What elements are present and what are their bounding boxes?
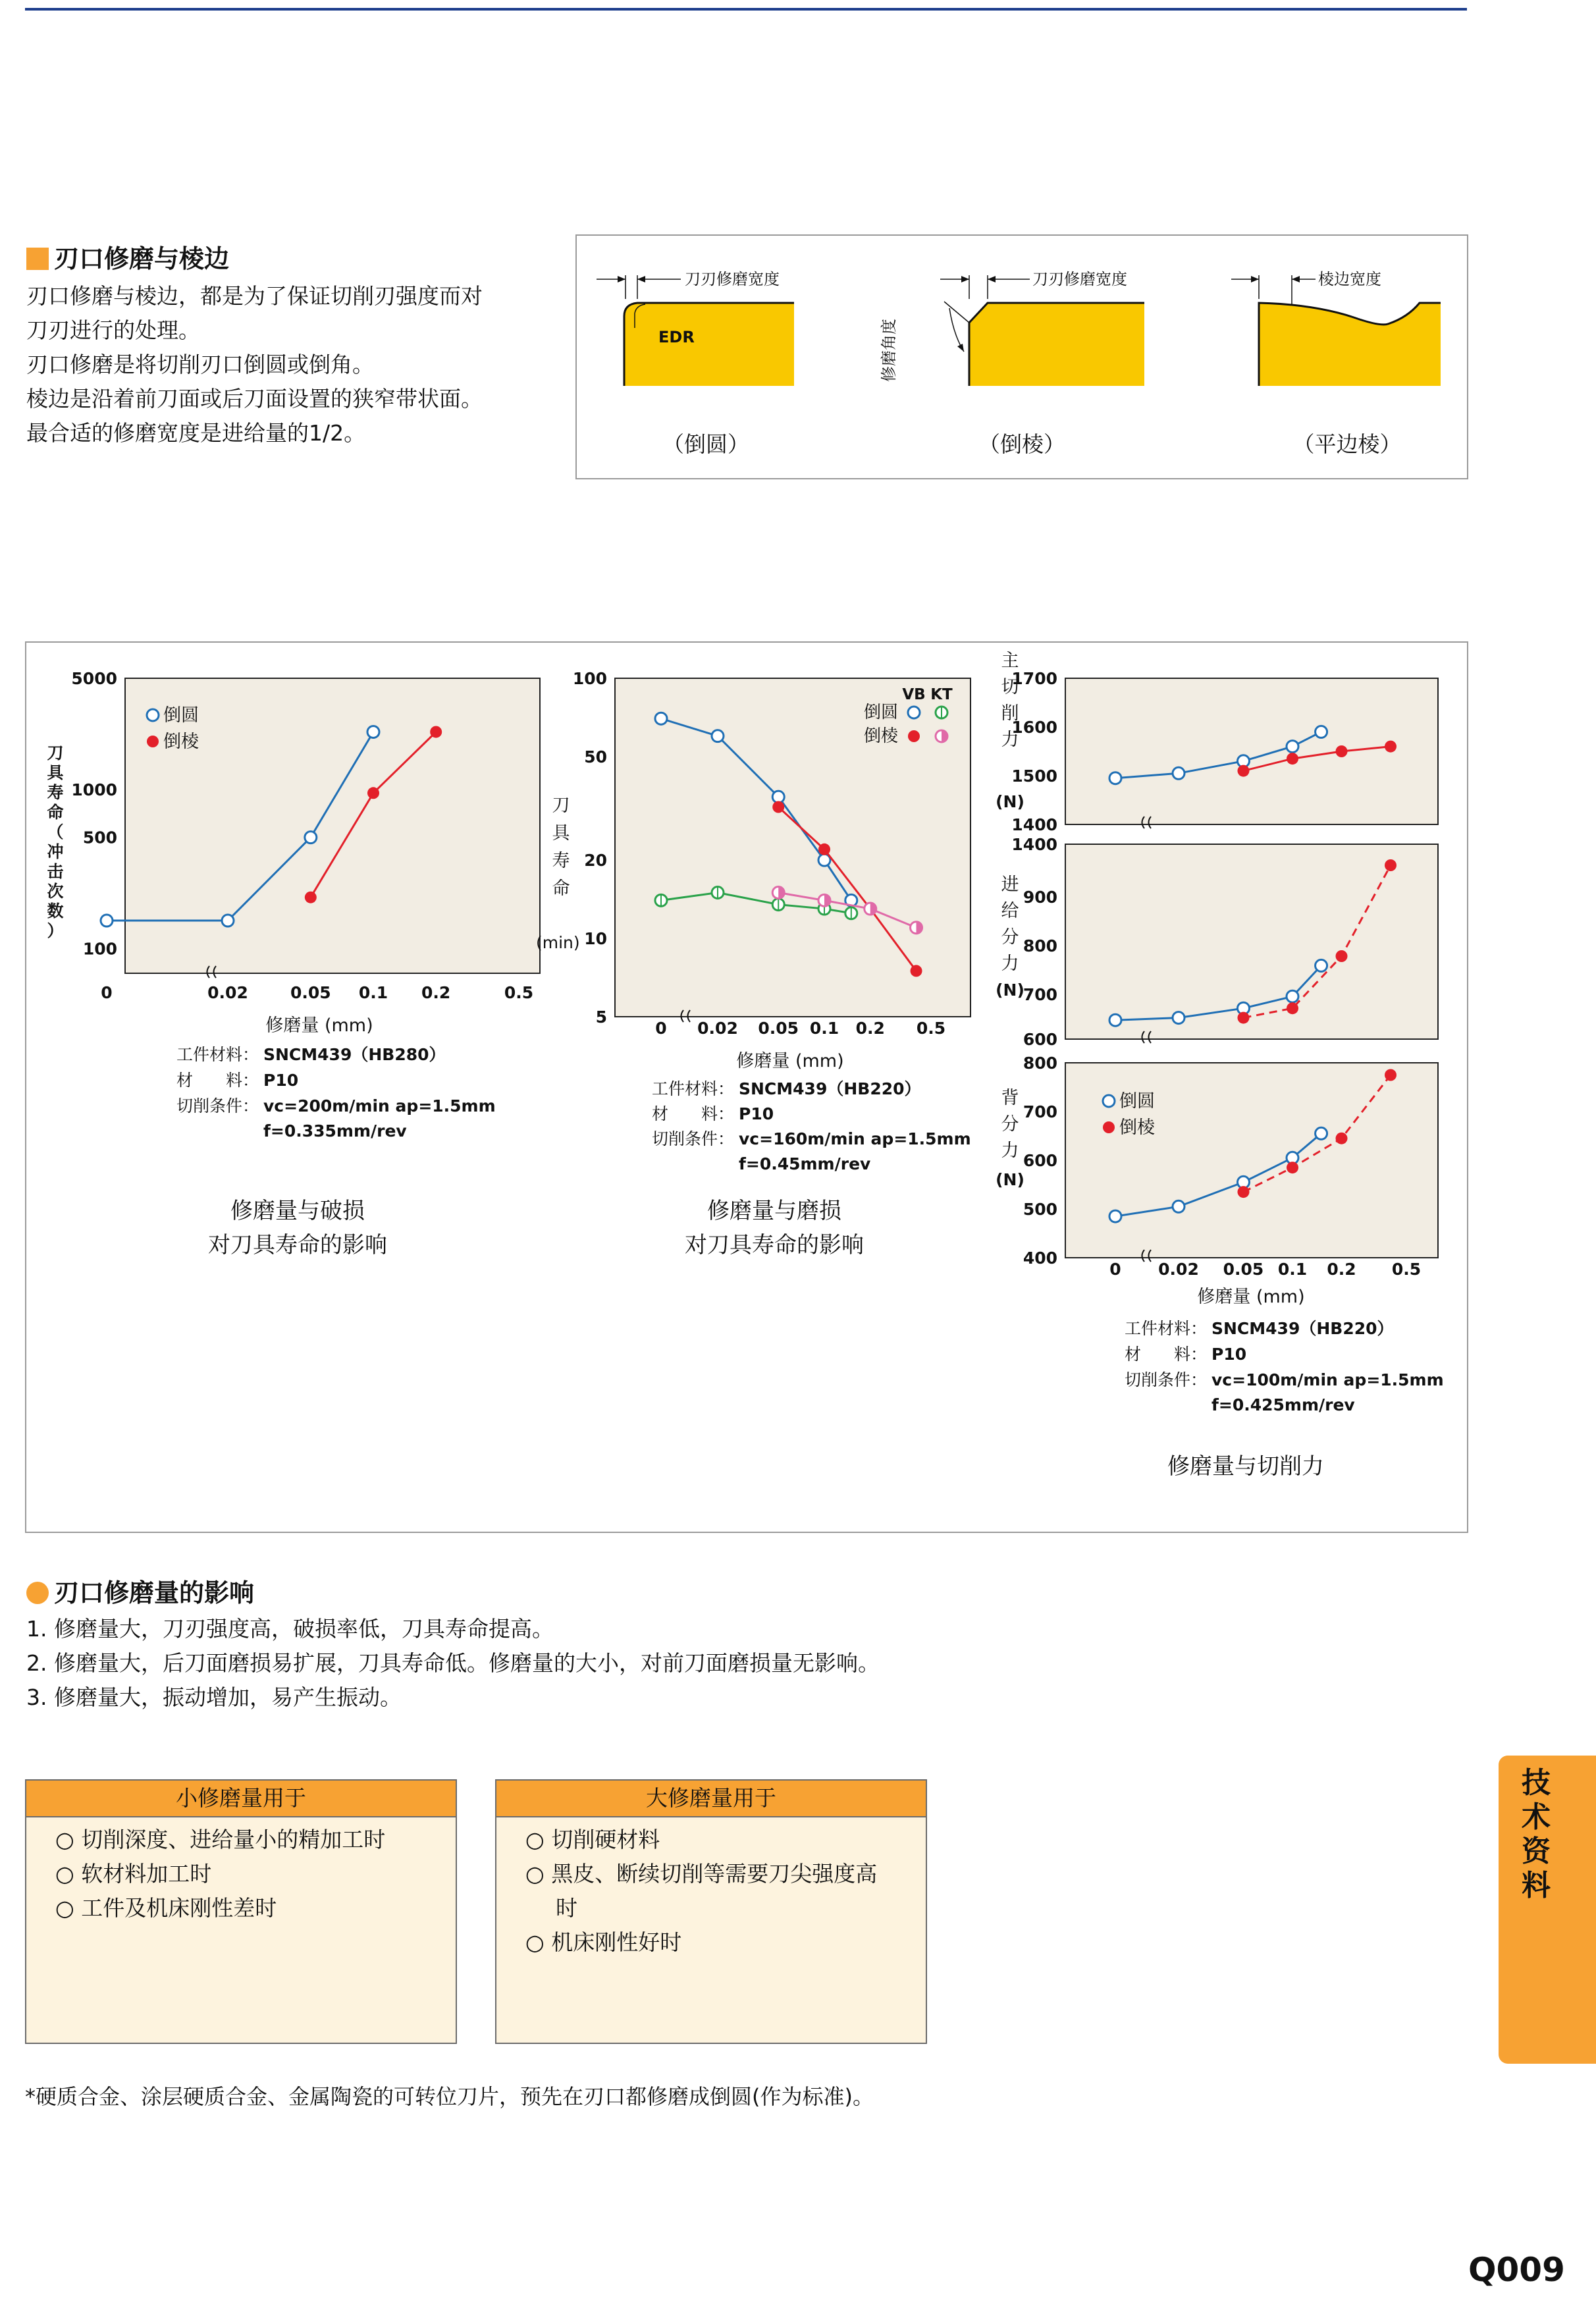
cond-key: 材 料： <box>652 1104 735 1123</box>
data-point <box>712 730 724 742</box>
legend-marker-open <box>1103 1095 1115 1107</box>
x-tick-label: 0.02 <box>207 983 248 1002</box>
chart3-feed-plot <box>1065 844 1438 1039</box>
y-tick-label: 800 <box>1023 936 1057 955</box>
round-caption: （倒圆） <box>662 431 749 457</box>
data-point <box>1173 1200 1184 1212</box>
data-point <box>1237 1012 1249 1024</box>
data-point <box>1173 1012 1184 1024</box>
data-point <box>1287 753 1298 765</box>
vertical-label-char: （ <box>47 822 64 842</box>
data-point <box>1385 741 1396 753</box>
y-tick-label: 600 <box>1023 1151 1057 1170</box>
cond-val: f=0.425mm/rev <box>1211 1395 1355 1414</box>
cond-key: 工件材料： <box>176 1045 259 1064</box>
chart1-legend-round: 倒圆 <box>163 705 199 726</box>
data-point <box>1336 1133 1348 1144</box>
data-point <box>1287 741 1298 753</box>
chart3-caption: 修磨量与切削力 <box>1167 1453 1324 1480</box>
data-point <box>1237 1186 1249 1198</box>
data-point <box>305 832 317 844</box>
vertical-label-char: 寿 <box>552 851 570 871</box>
x-tick-label: 0.2 <box>1327 1260 1356 1279</box>
section-intro <box>26 279 553 450</box>
data-point <box>1385 1069 1396 1081</box>
chart1-caption: 对刀具寿命的影响 <box>208 1232 387 1258</box>
vertical-label-char: 寿 <box>47 783 64 802</box>
x-tick-label: 0 <box>101 983 113 1002</box>
cond-val: P10 <box>739 1104 774 1123</box>
small-hone-body <box>26 1817 456 1925</box>
small-hone-item: ○ 切削深度、进给量小的精加工时 <box>55 1827 386 1852</box>
chart3-main-plot <box>1065 678 1438 824</box>
y-tick-label: 100 <box>82 939 117 959</box>
y-tick-label: 900 <box>1023 888 1057 907</box>
footnote: *硬质合金、涂层硬质合金、金属陶瓷的可转位刀片，预先在刃口都修磨成倒圆(作为标准)。 <box>25 2084 874 2109</box>
small-hone-item: ○ 工件及机床刚性差时 <box>55 1895 277 1921</box>
small-hone-item: ○ 软材料加工时 <box>55 1861 212 1887</box>
legend-vb-chamfer-marker <box>908 730 920 742</box>
vertical-label-char: 刀 <box>47 743 64 763</box>
effect-list <box>26 1612 1014 1715</box>
x-tick-label: 0.5 <box>1391 1260 1422 1279</box>
vertical-label-char: 进 <box>1001 874 1019 895</box>
large-hone-item: ○ 切削硬材料 <box>525 1827 660 1852</box>
chamfer-angle-label: 修磨角度 <box>880 319 898 382</box>
x-tick-label: 0.05 <box>290 983 331 1002</box>
legend-round: 倒圆 <box>864 703 899 722</box>
chart2-x-ticks <box>655 1019 945 1038</box>
unit-label: (N) <box>996 980 1024 1000</box>
y-tick-label: 5 <box>595 1007 607 1027</box>
vertical-label-char: 次 <box>47 882 64 901</box>
legend-vb: VB <box>902 686 926 703</box>
y-tick-label: 500 <box>82 828 117 847</box>
vertical-label-char: 击 <box>47 862 64 881</box>
large-hone-table <box>495 1779 927 2044</box>
x-tick-label: 0.2 <box>421 983 451 1002</box>
data-point <box>1287 1002 1298 1014</box>
y-tick-label: 1700 <box>1011 669 1057 688</box>
x-tick-label: 0.02 <box>1158 1260 1199 1279</box>
arrow-head <box>957 344 964 352</box>
arrow-head <box>618 276 625 282</box>
intro-line: 刃口修磨是将切削刃口倒圆或倒角。 <box>26 352 374 377</box>
vertical-label-char: 数 <box>47 901 64 921</box>
chart1 <box>47 669 540 1258</box>
large-hone-item: ○ 黑皮、断续切削等需要刀尖强度高时 <box>525 1861 878 1921</box>
vertical-label-char: 力 <box>1001 730 1019 750</box>
chart1-x-label: 修磨量 (mm) <box>265 1015 373 1036</box>
data-point <box>1173 767 1184 779</box>
x-tick-label: 0.2 <box>855 1019 885 1038</box>
chart1-legend-chamfer: 倒棱 <box>163 732 199 752</box>
arrow-head <box>1251 276 1259 282</box>
cond-val: SNCM439（HB280） <box>263 1045 446 1064</box>
cond-key: 工件材料： <box>652 1079 735 1098</box>
chart3 <box>996 651 1444 1480</box>
y-tick-label: 5000 <box>71 669 117 688</box>
edr-label: EDR <box>658 328 695 346</box>
small-hone-table <box>25 1779 457 2044</box>
cond-key: 工件材料： <box>1125 1319 1208 1338</box>
intro-line: 刀刃进行的处理。 <box>26 317 200 343</box>
chart2-caption: 对刀具寿命的影响 <box>685 1232 864 1258</box>
insert-chamfer-shape <box>969 303 1144 386</box>
intro-line: 棱边是沿着前刀面或后刀面设置的狭窄带状面。 <box>26 386 483 412</box>
data-point <box>1287 1162 1298 1173</box>
top-rule <box>25 8 1467 11</box>
unit-label: (N) <box>996 1170 1024 1189</box>
intro-line: 最合适的修磨宽度是进给量的1/2。 <box>26 420 366 446</box>
chart2-y-unit: (min) <box>536 933 580 952</box>
data-point <box>911 965 922 977</box>
data-point <box>1109 1210 1121 1222</box>
chart3-x-label: 修磨量 (mm) <box>1197 1287 1305 1307</box>
cond-val: SNCM439（HB220） <box>1211 1319 1394 1338</box>
section-title-effect: 刃口修磨量的影响 <box>26 1572 254 1609</box>
arrow-head <box>988 276 996 282</box>
arrow-head <box>961 276 969 282</box>
data-point <box>1287 990 1298 1002</box>
data-point <box>1316 959 1327 971</box>
vertical-label-char: 刀 <box>552 795 570 816</box>
legend-marker-filled <box>1103 1121 1115 1133</box>
data-point <box>1316 1127 1327 1139</box>
page-number: Q009 <box>1468 2251 1565 2289</box>
angle-guide <box>944 302 969 323</box>
chart3-x-ticks <box>1109 1260 1421 1279</box>
chart1-conditions <box>176 1045 496 1141</box>
chart2-conditions <box>652 1079 971 1173</box>
vertical-label-char: 削 <box>1001 703 1019 724</box>
data-point <box>305 892 317 903</box>
x-tick-label: 0.5 <box>916 1019 946 1038</box>
vertical-label-char: 冲 <box>47 842 64 861</box>
unit-label: (N) <box>996 792 1024 811</box>
y-tick-label: 1400 <box>1011 835 1057 854</box>
insert-round-shape <box>624 303 794 386</box>
edge-prep-svg <box>577 236 1467 478</box>
y-tick-label: 500 <box>1023 1200 1057 1219</box>
data-point <box>1316 726 1327 738</box>
chart1-caption: 修磨量与破损 <box>230 1198 365 1224</box>
cond-val: vc=160m/min ap=1.5mm <box>739 1129 971 1148</box>
arrow-head <box>637 276 645 282</box>
chart1-x-ticks <box>101 983 533 1002</box>
y-tick-label: 1000 <box>71 780 117 799</box>
vertical-label-char: 背 <box>1001 1088 1019 1108</box>
effect-item: 3. 修磨量大，振动增加，易产生振动。 <box>26 1684 402 1710</box>
x-tick-label: 0.05 <box>1223 1260 1264 1279</box>
chart3-legend-round: 倒圆 <box>1119 1091 1155 1112</box>
vertical-label-char: 力 <box>1001 954 1019 974</box>
small-hone-header: 小修磨量用于 <box>26 1781 456 1817</box>
vertical-label-char: 给 <box>1001 901 1019 921</box>
round-width-label: 刀刃修磨宽度 <box>685 270 780 288</box>
x-tick-label: 0.02 <box>697 1019 738 1038</box>
vertical-label-char: 具 <box>47 763 64 782</box>
cond-key: 材 料： <box>176 1071 259 1090</box>
chart2-y-ticks <box>573 669 607 1027</box>
data-point <box>367 726 379 738</box>
large-hone-body <box>496 1817 891 1960</box>
data-point <box>430 726 442 738</box>
vertical-label-char: 主 <box>1001 651 1019 671</box>
chart3-legend-chamfer: 倒棱 <box>1119 1117 1155 1138</box>
land-caption: （平边棱） <box>1292 431 1402 457</box>
y-tick-label: 1600 <box>1011 718 1057 737</box>
cond-val: vc=100m/min ap=1.5mm <box>1211 1370 1444 1389</box>
data-point <box>222 915 234 927</box>
data-point <box>772 791 784 803</box>
legend-kt: KT <box>930 686 953 703</box>
cond-val: SNCM439（HB220） <box>739 1079 921 1098</box>
data-point <box>367 787 379 799</box>
x-tick-label: 0.5 <box>504 983 534 1002</box>
chart2-caption: 修磨量与磨损 <box>707 1198 841 1224</box>
legend-marker-open <box>147 709 159 721</box>
effect-item: 1. 修磨量大，刀刃强度高，破损率低，刀具寿命提高。 <box>26 1616 554 1642</box>
y-tick-label: 100 <box>572 669 607 688</box>
cond-key: 切削条件： <box>652 1129 735 1148</box>
x-tick-label: 0.05 <box>758 1019 799 1038</box>
vertical-label-char: ） <box>47 921 64 940</box>
vertical-label-char: 命 <box>552 878 570 899</box>
vertical-label-char: 力 <box>1001 1141 1019 1161</box>
x-tick-label: 0 <box>1109 1260 1121 1279</box>
charts-svg <box>26 643 1467 1532</box>
y-tick-label: 20 <box>584 851 607 871</box>
y-tick-label: 700 <box>1023 1102 1057 1121</box>
land-width-label: 棱边宽度 <box>1318 270 1381 288</box>
vertical-label-char: 分 <box>1001 927 1019 948</box>
legend-vb-round-marker <box>908 707 920 718</box>
chamfer-width-label: 刀刃修磨宽度 <box>1032 270 1127 288</box>
charts-box <box>25 641 1468 1533</box>
vertical-label-char: 分 <box>1001 1114 1019 1135</box>
cond-val: f=0.45mm/rev <box>739 1154 871 1173</box>
legend-chamfer: 倒棱 <box>864 726 899 746</box>
cond-val: P10 <box>263 1071 299 1090</box>
data-point <box>818 844 830 855</box>
vertical-label-char: 具 <box>552 823 570 844</box>
data-point <box>1336 745 1348 757</box>
arrow-head <box>1292 276 1300 282</box>
cond-key: 切削条件： <box>176 1096 259 1115</box>
data-point <box>1109 1014 1121 1026</box>
data-point <box>1385 859 1396 871</box>
orange-square-icon <box>26 248 49 270</box>
chart3-conditions <box>1125 1319 1444 1414</box>
orange-dot-icon <box>26 1582 49 1604</box>
x-tick-label: 0 <box>655 1019 667 1038</box>
side-tab-label: 技术资料 <box>1522 1766 1551 1902</box>
large-hone-item: ○ 机床刚性好时 <box>525 1929 682 1955</box>
y-tick-label: 1500 <box>1011 766 1057 786</box>
chamfer-caption: （倒棱） <box>978 431 1065 457</box>
cond-key: 切削条件： <box>1125 1370 1208 1389</box>
cond-key: 材 料： <box>1125 1345 1208 1364</box>
y-tick-label: 10 <box>584 929 607 949</box>
chart2-x-label: 修磨量 (mm) <box>736 1051 844 1071</box>
y-tick-label: 1400 <box>1011 815 1057 834</box>
y-tick-label: 600 <box>1023 1030 1057 1049</box>
x-tick-label: 0.1 <box>1277 1260 1308 1279</box>
data-point <box>1336 950 1348 962</box>
data-point <box>1237 765 1249 777</box>
y-tick-label: 700 <box>1023 985 1057 1004</box>
y-tick-label: 400 <box>1023 1249 1057 1268</box>
data-point <box>655 712 667 724</box>
cond-val: P10 <box>1211 1345 1247 1364</box>
vertical-label-char: 切 <box>1001 677 1019 697</box>
edge-prep-diagram <box>575 234 1468 479</box>
vertical-label-char: 命 <box>47 803 64 822</box>
data-point <box>101 915 113 927</box>
section-title-honing: 刃口修磨与棱边 <box>26 238 229 275</box>
intro-line: 刃口修磨与棱边，都是为了保证切削刃强度而对 <box>26 283 483 309</box>
data-point <box>772 801 784 813</box>
cond-val: f=0.335mm/rev <box>263 1121 407 1141</box>
cond-val: vc=200m/min ap=1.5mm <box>263 1096 496 1115</box>
effect-item: 2. 修磨量大，后刀面磨损易扩展，刀具寿命低。修磨量的大小，对前刀面磨损量无影响。 <box>26 1650 880 1676</box>
x-tick-label: 0.1 <box>358 983 388 1002</box>
large-hone-header: 大修磨量用于 <box>496 1781 926 1817</box>
data-point <box>1109 772 1121 784</box>
chart2 <box>536 669 971 1258</box>
y-tick-label: 50 <box>584 747 607 766</box>
x-tick-label: 0.1 <box>809 1019 839 1038</box>
y-tick-label: 800 <box>1023 1054 1057 1073</box>
legend-marker-filled <box>147 736 159 747</box>
